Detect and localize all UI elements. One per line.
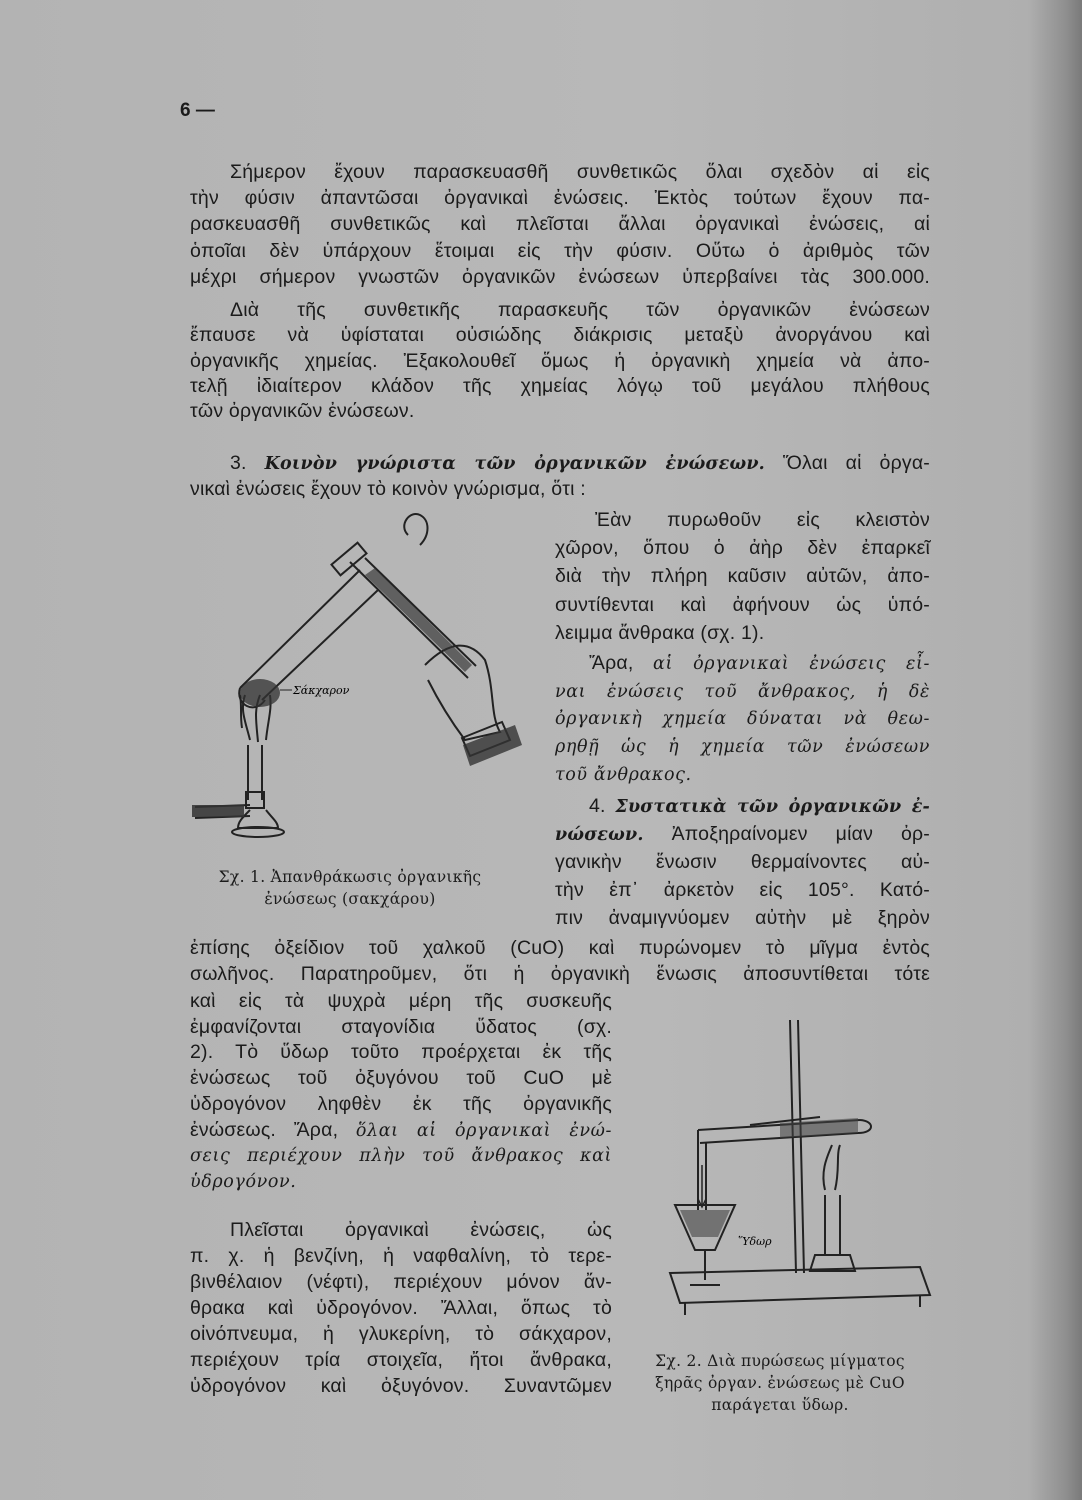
text-segment: ὑδρογόνον ληφθὲν ἐκ τῆς ὀργανικῆς: [190, 1092, 612, 1115]
emphasized-text: ὑδρογόνον.: [190, 1171, 297, 1192]
figure-2-water-formation-illustration: [630, 1005, 940, 1335]
figure-1-caption-line: Σχ. 1. Ἀπανθράκωσις ὀργανικῆς: [218, 868, 482, 886]
text-segment: γανικὴν ἕνωσιν θερμαίνοντες αὐ-: [555, 851, 930, 873]
text-line: [190, 238, 930, 264]
text-line: [555, 849, 930, 875]
figure-2-caption-line: ξηρᾶς ὀργαν. ἐνώσεως μὲ CuO: [655, 1374, 905, 1392]
text-segment: τὴν φύσιν ἀπαντῶσαι ὀργανικαὶ ἐνώσεις. Ἐκτὸς τούτων ἔχουν πα-: [190, 187, 930, 210]
text-segment: Ἐὰν πυρωθοῦν εἰς κλειστὸν: [595, 509, 930, 531]
figure-1-carbonization-illustration: [180, 500, 550, 840]
text-line: [230, 159, 930, 185]
text-line: [190, 1347, 612, 1373]
text-segment: ὑδρογόνον καὶ ὀξυγόνον. Συναντῶμεν: [190, 1375, 612, 1397]
text-segment: πιν ἀναμιγνύομεν αὐτὴν μὲ ξηρὸν: [555, 907, 930, 929]
figure-2-caption-line: παράγεται ὕδωρ.: [711, 1396, 849, 1414]
text-segment: ἐνώσεως τοῦ ὀξυγόνου τοῦ CuO μὲ: [190, 1067, 612, 1090]
text-segment: Ἀποξηραίνομεν μίαν ὀρ-: [643, 823, 930, 845]
figure-2-label: Ὕδωρ: [738, 1235, 772, 1248]
text-line: [190, 1321, 612, 1347]
text-segment: ἐπίσης ὀξείδιον τοῦ χαλκοῦ (CuO) καὶ πυρώνομεν τὸ μῖγμα ἐντὸς: [190, 937, 930, 959]
text-segment: Ἄρα,: [589, 652, 654, 674]
text-segment: καὶ εἰς τὰ ψυχρὰ μέρη τῆς συσκευῆς: [190, 990, 612, 1012]
text-line: [589, 793, 930, 819]
page-number: 6 —: [180, 100, 215, 121]
text-segment: περιέχουν τρία στοιχεῖα, ἤτοι ἄνθρακα,: [190, 1349, 612, 1371]
text-line: [230, 297, 930, 323]
text-line: [555, 620, 930, 646]
text-line: [190, 476, 930, 502]
text-line: [190, 1269, 612, 1295]
text-segment: οἰνόπνευμα, ἡ γλυκερίνη, τὸ σάκχαρον,: [190, 1323, 612, 1345]
text-segment: διὰ τὴν πλήρη καῦσιν αὐτῶν, ἀπο-: [555, 565, 930, 588]
text-segment: βινθέλαιον (νέφτι), περιέχουν μόνον ἄν-: [190, 1271, 612, 1293]
emphasized-text: ὀργανικὴ χημεία δύναται νὰ θεω-: [555, 709, 930, 730]
text-segment: π. χ. ἡ βενζίνη, ἡ ναφθαλίνη, τὸ τερε-: [190, 1245, 612, 1267]
text-line: [190, 1168, 612, 1194]
emphasized-text: ρηθῇ ὡς ἡ χημεία τῶν ἐνώσεων: [555, 737, 930, 758]
text-line: [190, 264, 930, 290]
text-line: [190, 1295, 612, 1321]
emphasized-text: Κοινὸν γνώριστα τῶν ὀργανικῶν ἐνώσεων.: [264, 454, 765, 474]
text-line: [230, 1217, 612, 1243]
text-line: [555, 877, 930, 903]
emphasized-text: ναι ἐνώσεις τοῦ ἄνθρακος, ἡ δὲ: [555, 681, 930, 702]
text-line: [190, 1373, 612, 1399]
text-line: [555, 592, 930, 618]
emphasized-text: τοῦ ἄνθρακος.: [555, 764, 692, 785]
figure-2-caption-line: Σχ. 2. Διὰ πυρώσεως μίγματος: [655, 1352, 905, 1370]
text-segment: ὀργανικῆς χημείας. Ἐξακολουθεῖ ὅμως ἡ ὀργανικὴ χημεία νὰ ἀπο-: [190, 349, 930, 372]
figure-1-label: Σάκχαρον: [293, 684, 350, 697]
figure-1-caption-line: ἐνώσεως (σακχάρου): [264, 890, 436, 908]
text-line: [555, 905, 930, 931]
text-segment: Σήμερον ἔχουν παρασκευασθῆ συνθετικῶς ὅλαι σχεδὸν αἱ εἰς: [230, 161, 930, 183]
text-segment: τὴν ἐπ᾽ ἀρκετὸν εἰς 105°. Κατό-: [555, 879, 930, 901]
text-line: [190, 935, 930, 961]
text-segment: τελῇ ἰδιαίτερον κλάδον τῆς χημείας λόγῳ τοῦ μεγάλου πλήθους: [190, 374, 930, 397]
emphasized-text: αἱ ὀργανικαὶ ἐνώσεις εἶ-: [653, 654, 930, 674]
text-line: [190, 373, 930, 399]
text-segment: ἐνώσεως. Ἄρα,: [190, 1118, 356, 1141]
text-segment: χῶρον, ὅπου ὁ ἀὴρ δὲν ἐπαρκεῖ: [555, 537, 930, 560]
emphasized-text: Συστατικὰ τῶν ὀργανικῶν ἐ-: [615, 797, 931, 817]
text-line: [555, 705, 930, 731]
text-line: [190, 1142, 612, 1168]
text-segment: τῶν ὀργανικῶν ἐνώσεων.: [190, 400, 415, 423]
text-line: [555, 821, 930, 847]
text-line: [190, 398, 930, 424]
text-line: [190, 1243, 612, 1269]
emphasized-text: νώσεων.: [555, 825, 644, 845]
text-line: [230, 450, 930, 476]
text-line: [190, 961, 930, 987]
text-segment: σωλῆνος. Παρατηροῦμεν, ὅτι ἡ ὀργανικὴ ἕνωσις ἀποσυντίθεται τότε: [190, 963, 930, 985]
text-segment: Ὅλαι αἱ ὀργα-: [764, 452, 930, 474]
text-line: [595, 507, 930, 533]
text-segment: ὁποῖαι δὲν ὑπάρχουν ἕτοιμαι εἰς τὴν φύσιν. Οὕτω ὁ ἀριθμὸς τῶν: [190, 239, 930, 262]
text-line: [555, 733, 930, 759]
text-line: [190, 1039, 612, 1065]
figure-2-caption: [625, 1350, 935, 1416]
text-segment: 4.: [589, 795, 616, 817]
text-segment: ἐμφανίζονται σταγονίδια ὕδατος (σχ.: [190, 1015, 612, 1038]
text-segment: θρακα καὶ ὑδρογόνον. Ἄλλαι, ὅπως τὸ: [190, 1297, 612, 1319]
text-segment: συντίθενται καὶ ἀφήνουν ὡς ὑπό-: [555, 593, 930, 616]
text-line: [190, 988, 612, 1014]
text-segment: νικαὶ ἐνώσεις ἔχουν τὸ κοινὸν γνώρισμα, ὅτι :: [190, 478, 586, 500]
text-line: [589, 650, 930, 676]
emphasized-text: ὅλαι αἱ ὀργανικαὶ ἐνώ-: [355, 1120, 613, 1141]
text-segment: ἔπαυσε νὰ ὑφίσταται οὐσιώδης διάκρισις μεταξὺ ἀνοργάνου καὶ: [190, 324, 930, 347]
emphasized-text: σεις περιέχουν πλὴν τοῦ ἄνθρακος καὶ: [190, 1146, 612, 1167]
text-line: [190, 1117, 612, 1143]
text-line: [190, 1014, 612, 1040]
text-line: [190, 211, 930, 237]
text-line: [190, 1091, 612, 1117]
text-line: [555, 678, 930, 704]
text-line: [555, 563, 930, 589]
text-line: [555, 761, 930, 787]
text-segment: 3.: [230, 452, 265, 474]
text-segment: μέχρι σήμερον γνωστῶν ὀργανικῶν ἐνώσεων ὑπερβαίνει τὰς 300.000.: [190, 265, 930, 288]
text-segment: Διὰ τῆς συνθετικῆς παρασκευῆς τῶν ὀργανικῶν ἐνώσεων: [230, 299, 930, 321]
text-segment: Πλεῖσται ὀργανικαὶ ἐνώσεις, ὡς: [230, 1219, 612, 1241]
text-line: [190, 348, 930, 374]
text-line: [190, 185, 930, 211]
text-segment: λειμμα ἄνθρακα (σχ. 1).: [555, 621, 765, 644]
text-segment: ρασκευασθῆ συνθετικῶς καὶ πλεῖσται ἄλλαι ὀργανικαὶ ἐνώσεις, αἱ: [190, 213, 930, 236]
text-segment: 2). Τὸ ὕδωρ τοῦτο προέρχεται ἐκ τῆς: [190, 1041, 612, 1064]
text-line: [190, 322, 930, 348]
text-line: [190, 1065, 612, 1091]
figure-1-caption: [180, 866, 520, 910]
text-line: [555, 535, 930, 561]
